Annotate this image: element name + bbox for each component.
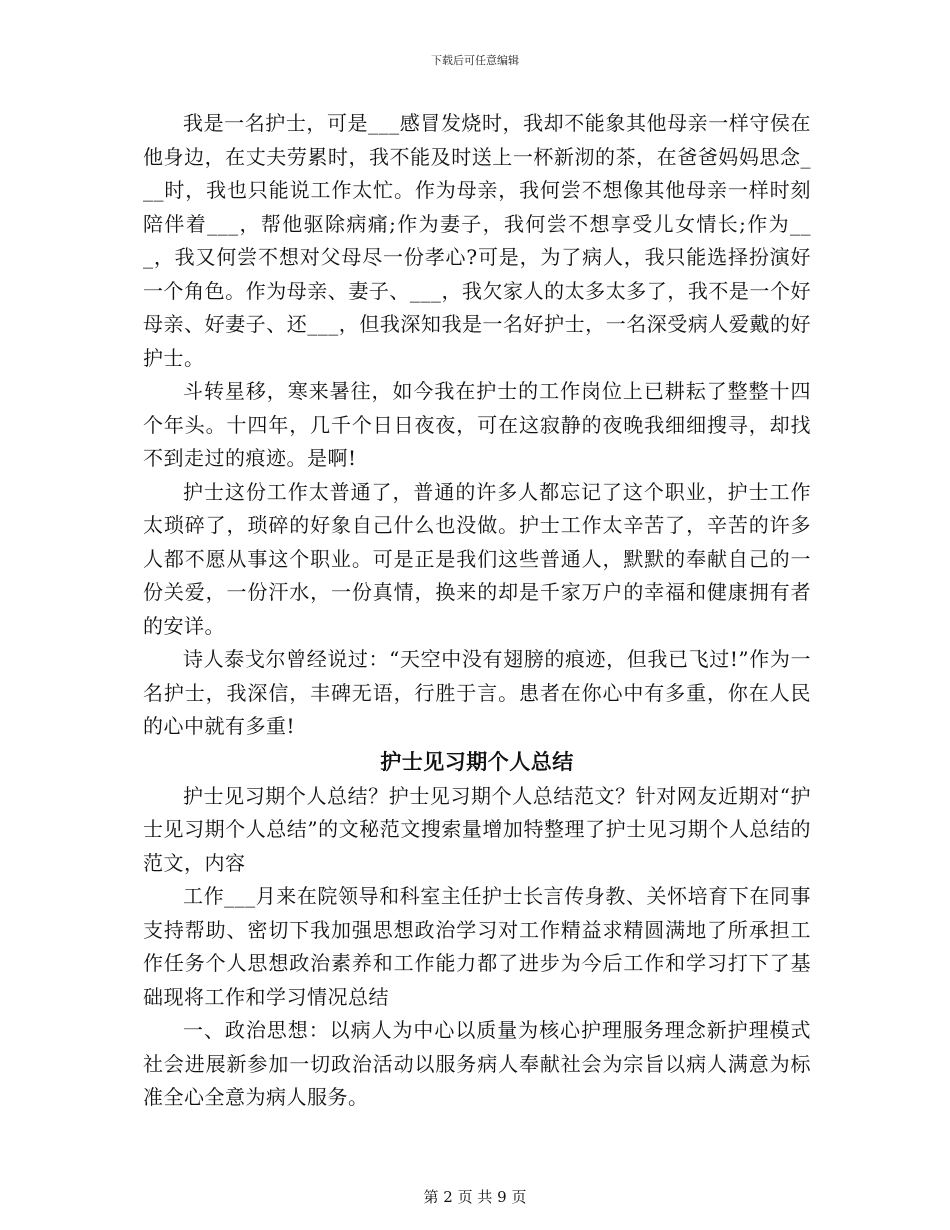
page-footer: 第 2 页 共 9 页 — [423, 1188, 527, 1206]
paragraph: 一、政治思想：以病人为中心以质量为核心护理服务理念新护理模式社会进展新参加一切政治活动以服务病人奉献社会为宗旨以病人满意为标准全心全意为病人服务。 — [143, 1018, 811, 1109]
document-body — [143, 107, 811, 1115]
paragraph: 斗转星移，寒来暑往，如今我在护士的工作岗位上已耕耘了整整十四个年头。十四年，几千个日日夜夜，可在这寂静的夜晚我细细搜寻，却找不到走过的痕迹。是啊! — [143, 379, 811, 470]
paragraph: 诗人泰戈尔曾经说过：“天空中没有翅膀的痕迹，但我已飞过!”作为一名护士，我深信，丰碑无语，行胜于言。患者在你心中有多重，你在人民的心中就有多重! — [143, 647, 811, 738]
paragraph: 护士这份工作太普通了，普通的许多人都忘记了这个职业，护士工作太琐碎了，琐碎的好象自己什么也没做。护士工作太辛苦了，辛苦的许多人都不愿从事这个职业。可是正是我们这些普通人，默默的奉献自己的一份关爱，一份汗水，一份真情，换来的却是千家万户的幸福和健康拥有者的安详。 — [143, 479, 811, 638]
paragraph: 护士见习期个人总结？护士见习期个人总结范文？针对网友近期对“护士见习期个人总结”的文秘范文搜索量增加特整理了护士见习期个人总结的范文，内容 — [143, 783, 811, 875]
paragraph: 我是一名护士，可是___感冒发烧时，我却不能象其他母亲一样守侯在他身边，在丈夫劳累时，我不能及时送上一杯新沏的茶，在爸爸妈妈思念___时，我也只能说工作太忙。作为母亲，我何尝不想像其他母亲一样时刻陪伴着___，帮他驱除病痛;作为妻子，我何尝不想享受儿女情长;作为___，我又何尝不想对父母尽一份孝心?可是，为了病人，我只能选择扮演好一个角色。作为母亲、妻子、___，我欠家人的太多太多了，我不是一个好母亲、好妻子、还___，但我深知我是一名好护士，一名深受病人爱戴的好护士。 — [143, 111, 811, 370]
section-heading: 护士见习期个人总结 — [380, 748, 574, 774]
paragraph: 工作___月来在院领导和科室主任护士长言传身教、关怀培育下在同事支持帮助、密切下我加强思想政治学习对工作精益求精圆满地了所承担工作任务个人思想政治素养和工作能力都了进步为今后工作和学习打下了基础现将工作和学习情况总结 — [143, 884, 811, 1009]
page-header: 下载后可任意编辑 — [431, 54, 519, 67]
